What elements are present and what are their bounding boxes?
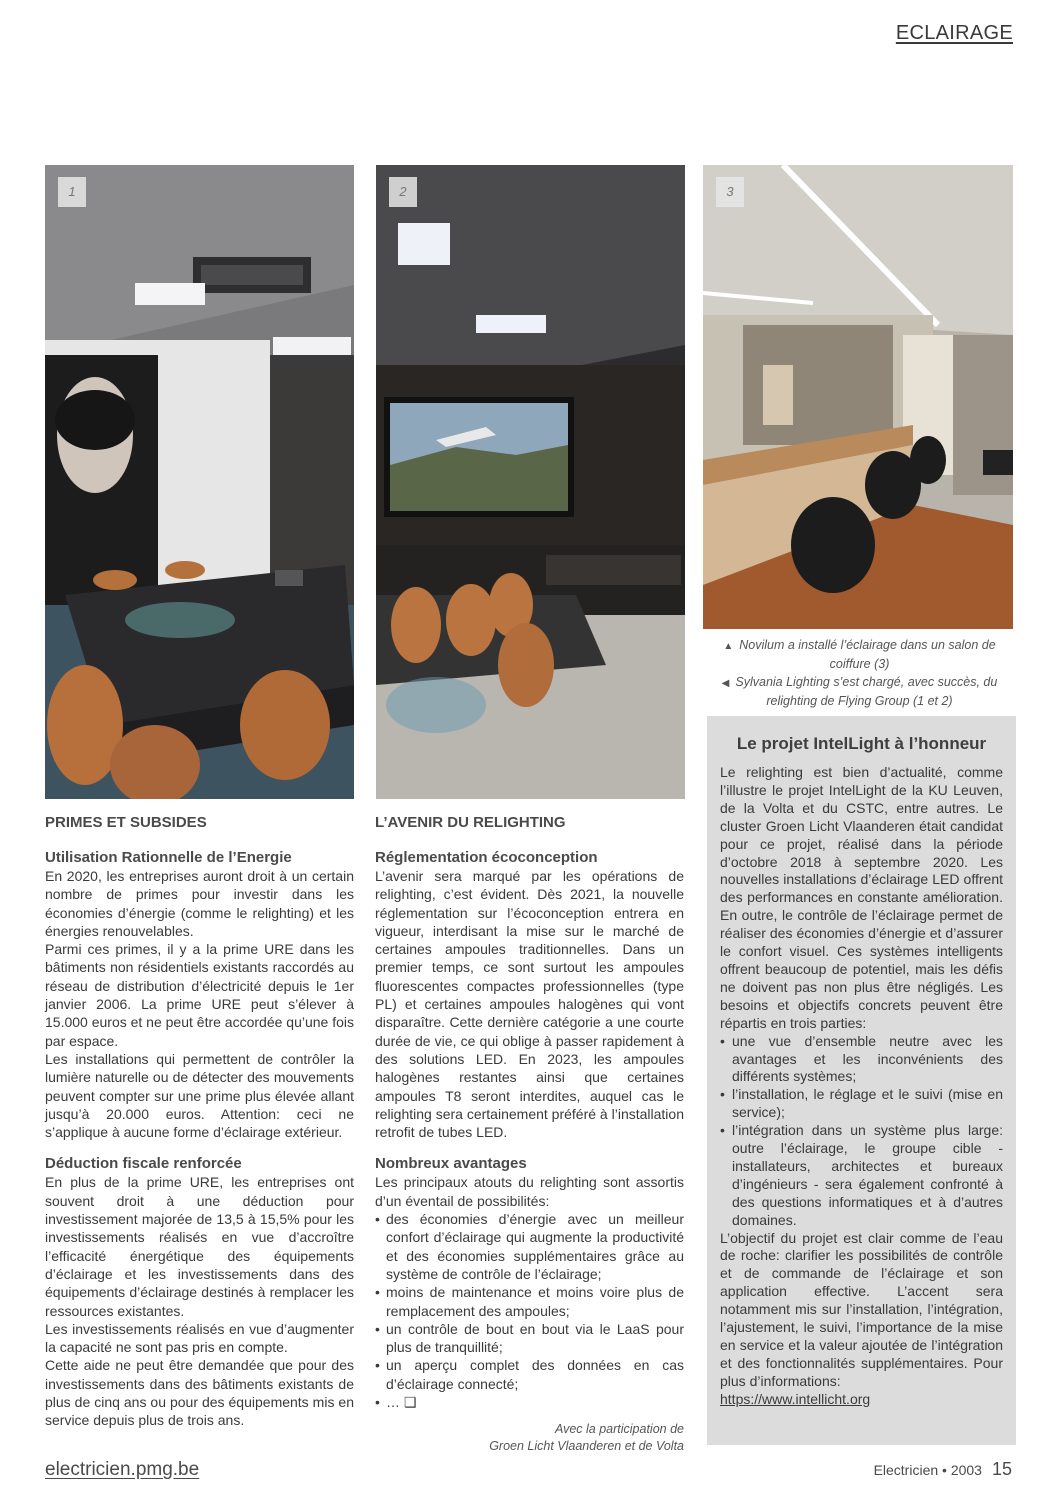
list-item: • une vue d’ensemble neutre avec les avantages et les inconvénients des différents systèmes; [720, 1033, 1003, 1087]
triangle-up-icon: ▲ [723, 641, 734, 652]
sidebar-body [720, 764, 1003, 1409]
section-tag: ECLAIRAGE [895, 22, 1013, 44]
paragraph: Les installations qui permettent de contrôler la lumière naturelle ou de détecter des mouvements peuvent compter sur une prime plus élevée allant jusqu’à 20.000 euros. Attention: ceci ne s’applique à aucune forme d’éclairage extérieur. [45, 1050, 354, 1141]
avantages-list [375, 1210, 684, 1411]
sidebar-list [720, 1033, 1003, 1230]
photo-captions [712, 637, 1007, 711]
list-item: • … ❑ [375, 1393, 684, 1411]
paragraph: Les investissements réalisés en vue d’augmenter la capacité ne sont pas pris en compte. [45, 1320, 354, 1356]
footer-issue [874, 1459, 1012, 1480]
paragraph: Parmi ces primes, il y a la prime URE dans les bâtiments non résidentiels existants raccordés au réseau de distribution d’électricité depuis le 1er janvier 2006. La prime URE peut s’élever à 15.000 euros et ne peut être accordée qu’une fois par espace. [45, 941, 354, 1049]
list-item: • l’installation, le réglage et le suivi (mise en service); [720, 1086, 1003, 1122]
list-item: • moins de maintenance et moins voire plus de remplacement des ampoules; [375, 1283, 684, 1320]
sidebar-intellight [707, 716, 1016, 1445]
conference-room-image [376, 165, 685, 799]
credit-line: Avec la participation de [554, 1422, 684, 1437]
photo-number-2: 2 [389, 177, 417, 207]
heading-relighting: L’AVENIR DU RELIGHTING [375, 814, 566, 831]
paragraph: Cette aide ne peut être demandée que pour des investissements dans des bâtiments existants de plus de cinq ans ou pour des équipements mis en service depuis plus de trois ans. [45, 1357, 354, 1429]
list-item: • l’intégration dans un système plus large: outre l’éclairage, le groupe cible - installateurs, architectes et bureaux d’ingénieurs - sera également confronté à des questions informatiques et à d’autres domaines. [720, 1122, 1003, 1229]
subheading-ecoconception: Réglementation écoconception [375, 849, 598, 866]
paragraph: Les principaux atouts du relighting sont assortis d’un éventail de possibilités: [375, 1174, 684, 1209]
paragraph: En 2020, les entreprises auront droit à un certain nombre de primes pour investir dans les économies d’énergie (comme le relighting) et les énergies renouvelables. [45, 868, 354, 939]
intellicht-link[interactable]: https://www.intellicht.org [720, 1390, 871, 1407]
photo-conference-room [376, 165, 685, 799]
column-relighting [375, 814, 684, 1455]
heading-primes: PRIMES ET SUBSIDES [45, 814, 207, 831]
sidebar-title: Le projet IntelLight à l’honneur [736, 734, 987, 753]
paragraph: En plus de la prime URE, les entreprises ont souvent droit à une déduction pour investissement majorée de 13,5 à 15,5% pour les investissements réalisés en vue d’accroître l’efficacité énergétique des équipements d’éclairage et les investissements dans des équipements d’éclairage destinés à remplacer les ressources existantes. [45, 1174, 354, 1319]
caption-flying-group [712, 674, 1007, 709]
caption-salon [712, 637, 1007, 672]
caption-flying-group-text: Sylvania Lighting s’est chargé, avec succès, du relighting de Flying Group (1 et 2) [735, 675, 998, 708]
meeting-room-image [45, 165, 354, 799]
list-item: • un aperçu complet des données en cas d’éclairage connecté; [375, 1356, 684, 1393]
photo-number-3: 3 [716, 177, 744, 207]
list-item: • des économies d’énergie avec un meilleur confort d’éclairage qui augmente la productivité et des économies supplémentaires grâce au système de contrôle de l’éclairage; [375, 1210, 684, 1283]
credit-line: Groen Licht Vlaanderen et de Volta [489, 1439, 684, 1454]
paragraph: L’avenir sera marqué par les opérations de relighting, c’est évident. Dès 2021, la nouvelle réglementation sur l’écoconception entrera en vigueur, interdisant la mise sur le marché de certaines ampoules traditionnelles. Dans un premier temps, ce sont surtout les ampoules fluorescentes compactes professionnelles (type PL) et certaines ampoules halogènes qui vont disparaître. Cette dernière catégorie a une courte durée de vie, ce qui oblige à passer rapidement à des solutions LED. En 2023, les ampoules halogènes restantes ainsi que certaines ampoules T8 seront interdites, auquel cas le relighting sera certainement préféré à l’installation retrofit de tubes LED. [375, 868, 684, 1141]
photo-hair-salon [703, 165, 1013, 629]
subheading-ure: Utilisation Rationnelle de l’Energie [45, 849, 292, 866]
caption-salon-text: Novilum a installé l’éclairage dans un salon de coiffure (3) [739, 638, 996, 671]
list-item: • un contrôle de bout en bout via le LaaS pour plus de tranquillité; [375, 1320, 684, 1357]
subheading-avantages: Nombreux avantages [375, 1155, 527, 1173]
triangle-left-icon: ◀ [721, 678, 730, 689]
page-number: 15 [991, 1459, 1012, 1479]
subheading-deduction: Déduction fiscale renforcée [45, 1155, 242, 1173]
hair-salon-image [703, 165, 1013, 629]
photo-number-1: 1 [58, 177, 86, 207]
photo-meeting-room [45, 165, 354, 799]
paragraph: Le relighting est bien d’actualité, comme l’illustre le projet IntelLight de la KU Leuven, de la Volta et du CSTC, entre autres. Le cluster Groen Licht Vlaanderen était candidat pour ce projet, réalisé dans la période d’octobre 2018 à septembre 2020. Les nouvelles installations d’éclairage LED offrent des performances en constante amélioration. En outre, le contrôle de l’éclairage permet de réaliser des économies d’énergie et d’assurer le confort visuel. Ces systèmes intelligents offrent beaucoup de potentiel, mais les défis ne doivent pas non plus être négligés. Les besoins et objectifs concrets peuvent être répartis en trois parties: [720, 764, 1003, 1031]
paragraph: L’objectif du projet est clair comme de l’eau de roche: clarifier les possibilités de contrôle et de commande de l’éclairage et son application effective. L’accent sera notamment mis sur l’installation, l’intégration, l’ajustement, le suivi, l’importance de la mise en service et la valeur ajoutée de l’intégration et des fonctionnalités supplémentaires. Pour plus d’informations: [720, 1229, 1003, 1389]
credit-note [375, 1421, 684, 1455]
column-primes [45, 814, 354, 1430]
issue-label: Electricien • 2003 [873, 1462, 982, 1478]
footer-site-link[interactable]: electricien.pmg.be [45, 1459, 200, 1480]
